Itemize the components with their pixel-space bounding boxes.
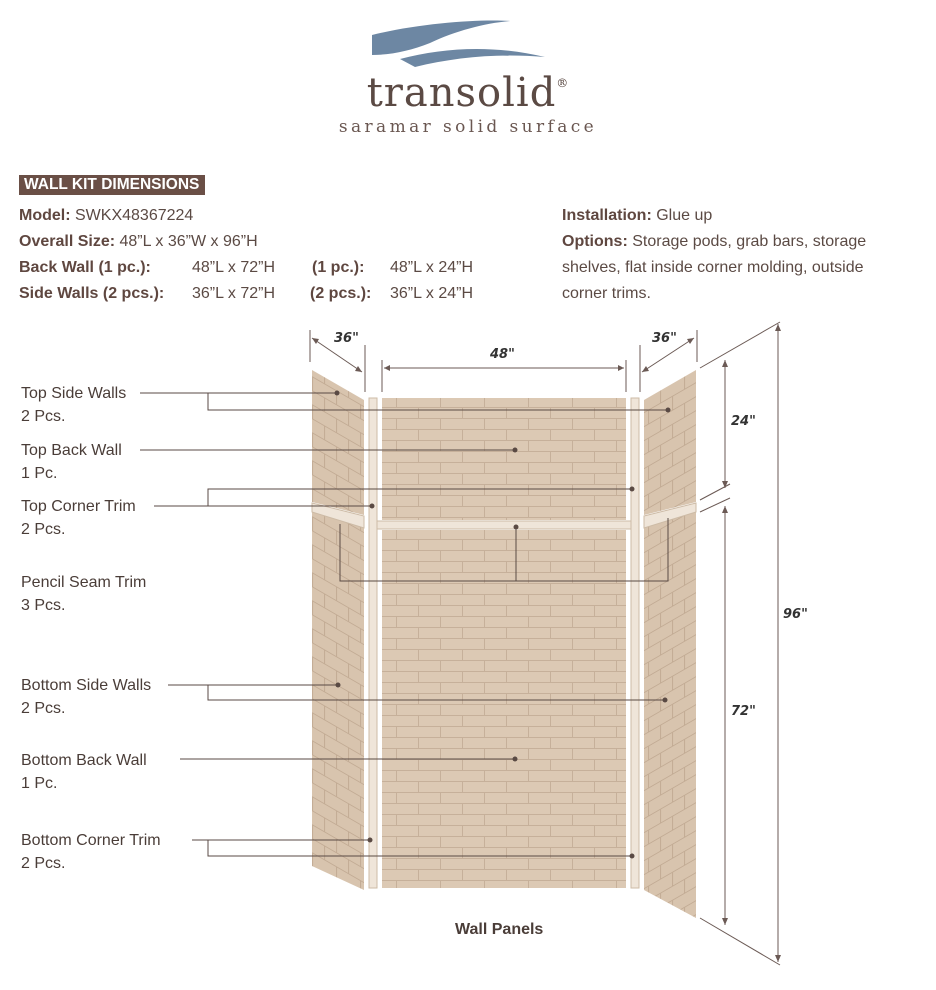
corner-trim-left bbox=[369, 398, 377, 888]
side-walls-top-value: 36”L x 24”H bbox=[390, 285, 473, 302]
options-line-3: corner trims. bbox=[562, 285, 651, 302]
marker-dot bbox=[663, 698, 668, 703]
callout-top-back-wall: Top Back Wall 1 Pc. bbox=[21, 442, 122, 482]
marker-dot bbox=[514, 525, 519, 530]
marker-dot bbox=[513, 757, 518, 762]
options-line-2: shelves, flat inside corner molding, outside bbox=[562, 259, 864, 276]
back-wall-label: Back Wall (1 pc.): bbox=[19, 259, 151, 276]
dim-bottom-height: 72" bbox=[731, 704, 756, 719]
marker-dot bbox=[368, 838, 373, 843]
marker-dot bbox=[370, 504, 375, 509]
side-walls-top-label: (2 pcs.): bbox=[310, 285, 372, 302]
model-row: Model: SWKX48367224 bbox=[19, 207, 194, 224]
top-back-wall-panel bbox=[382, 398, 626, 520]
back-wall-value: 48”L x 72”H bbox=[192, 259, 275, 276]
overall-size-row: Overall Size: 48”L x 36”W x 96”H bbox=[19, 233, 258, 250]
marker-dot bbox=[630, 487, 635, 492]
side-walls-label: Side Walls (2 pcs.): bbox=[19, 285, 165, 302]
callout-pencil-seam-trim: Pencil Seam Trim 3 Pcs. bbox=[21, 574, 147, 614]
bottom-back-wall-panel bbox=[382, 530, 626, 888]
dim-left-side-width: 36" bbox=[334, 331, 359, 346]
marker-dot bbox=[630, 854, 635, 859]
installation-row: Installation: Glue up bbox=[562, 207, 713, 224]
corner-trim-right bbox=[631, 398, 639, 888]
bottom-right-side-wall-panel bbox=[644, 512, 696, 918]
marker-dot bbox=[666, 408, 671, 413]
brand-name: transolid® bbox=[366, 70, 570, 116]
section-title: WALL KIT DIMENSIONS bbox=[19, 175, 205, 195]
callout-bottom-corner-trim: Bottom Corner Trim 2 Pcs. bbox=[21, 832, 161, 872]
top-right-side-wall-panel bbox=[644, 370, 696, 515]
dim-back-width: 48" bbox=[490, 347, 515, 362]
callout-top-corner-trim: Top Corner Trim 2 Pcs. bbox=[21, 498, 136, 538]
back-wall-top-value: 48”L x 24”H bbox=[390, 259, 473, 276]
dim-right-side-width: 36" bbox=[652, 331, 677, 346]
callout-top-side-walls: Top Side Walls 2 Pcs. bbox=[21, 385, 127, 425]
marker-dot bbox=[335, 391, 340, 396]
side-walls-value: 36”L x 72”H bbox=[192, 285, 275, 302]
marker-dot bbox=[513, 448, 518, 453]
pencil-seam-trim-back bbox=[376, 521, 632, 529]
bottom-left-side-wall-panel bbox=[312, 512, 364, 890]
brand-tagline: saramar solid surface bbox=[338, 117, 598, 137]
dim-top-height: 24" bbox=[731, 414, 756, 429]
diagram-caption: Wall Panels bbox=[455, 921, 544, 938]
callout-bottom-back-wall: Bottom Back Wall 1 Pc. bbox=[21, 752, 147, 792]
options-row: Options: Storage pods, grab bars, storage bbox=[562, 233, 867, 250]
marker-dot bbox=[336, 683, 341, 688]
back-wall-top-label: (1 pc.): bbox=[312, 259, 365, 276]
dim-total-height: 96" bbox=[783, 607, 808, 622]
callout-bottom-side-walls: Bottom Side Walls 2 Pcs. bbox=[21, 677, 152, 717]
